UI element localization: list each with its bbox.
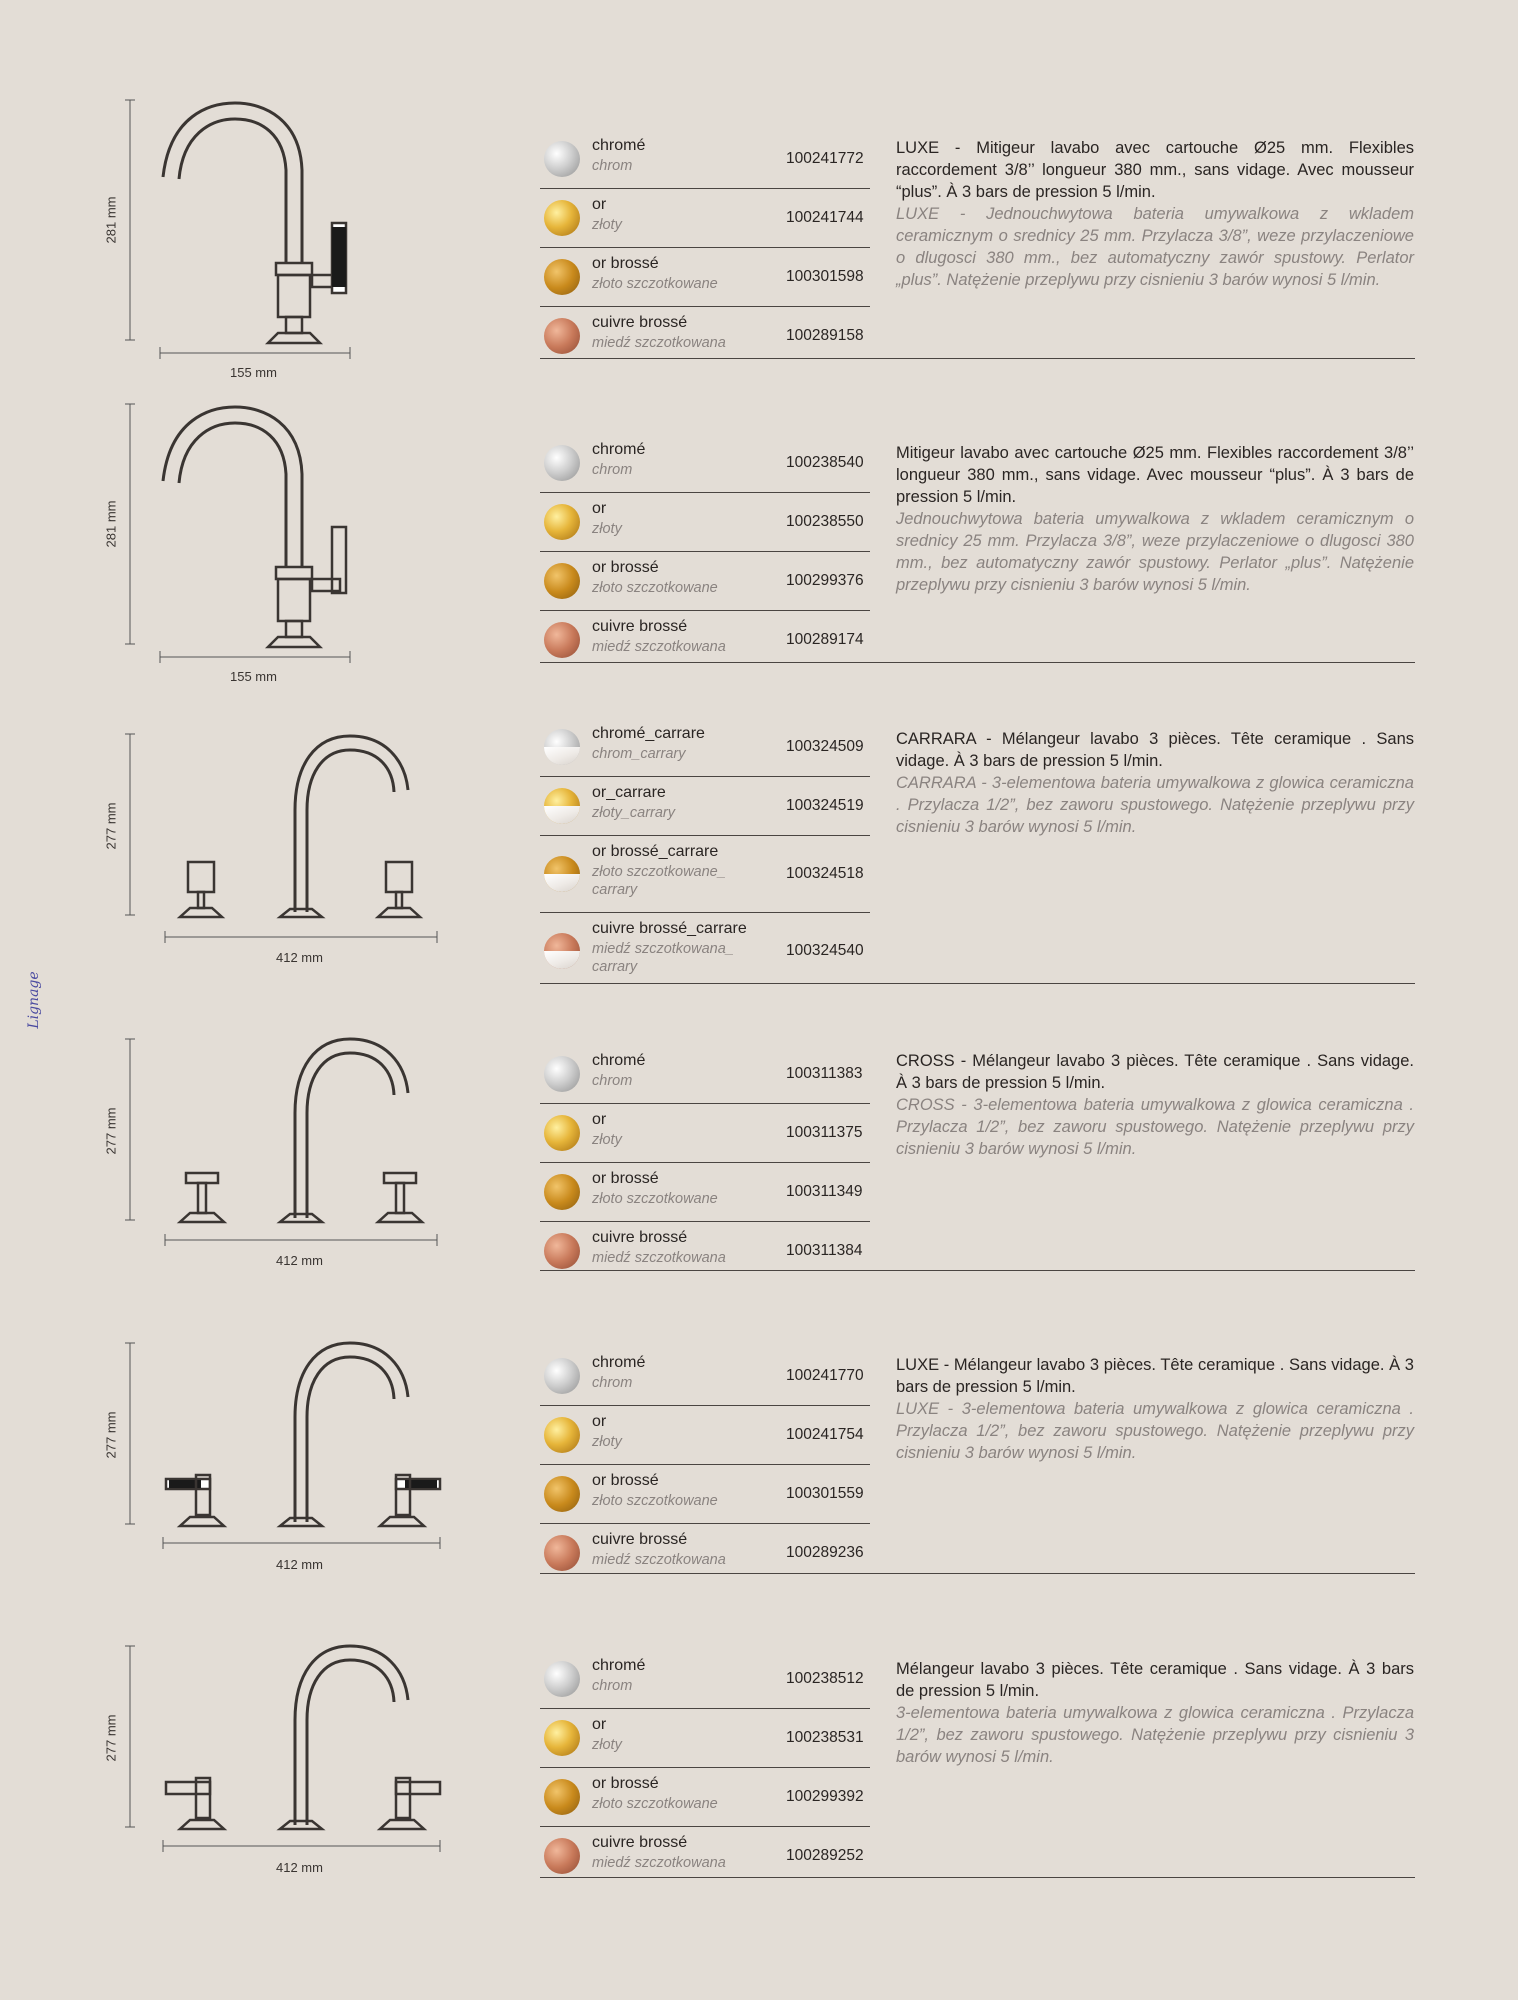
finish-name-pl: złoto szczotkowane bbox=[592, 1191, 718, 1207]
finish-row bbox=[540, 1709, 870, 1768]
description-pl: 3-elementowa bateria umywalkowa z glowica ceramiczna . Przylacza 1/2”, bez zaworu spustowego. Natężenie przeplywu przy cisnieniu 3 barów wynosi 5 l/min. bbox=[896, 1704, 1414, 1766]
product-block bbox=[0, 1013, 1518, 1313]
product-code: 100299392 bbox=[786, 1788, 864, 1805]
product-block bbox=[0, 1317, 1518, 1617]
product-code: 100324509 bbox=[786, 738, 864, 755]
faucet-drawing bbox=[100, 1620, 460, 1920]
finish-row bbox=[540, 1347, 870, 1406]
chrome-swatch bbox=[544, 141, 580, 177]
copper-swatch bbox=[544, 622, 580, 658]
description-fr: Mélangeur lavabo 3 pièces. Tête ceramique . Sans vidage. À 3 bars de pression 5 l/min. bbox=[896, 1660, 1414, 1700]
description-pl: Jednouchwytowa bateria umywalkowa z wkladem ceramicznym o srednicy 25 mm. Przylacza 3/8”, weze przylaczeniowe o dlugosci 380 mm., bez automatyczny zawór spustowy. Perlator „plus”. Natężenie przeplywu przy cisnieniu 3 barów wynosi 5 l/min. bbox=[896, 510, 1414, 594]
faucet-drawing bbox=[100, 1317, 460, 1617]
divider bbox=[540, 1877, 1415, 1878]
product-code: 100301559 bbox=[786, 1485, 864, 1502]
height-dimension: 277 mm bbox=[103, 802, 119, 850]
finish-name-pl: złoty bbox=[592, 1737, 622, 1753]
copper-swatch bbox=[544, 1535, 580, 1571]
height-dimension: 281 mm bbox=[103, 196, 119, 244]
finish-name: or_carrare bbox=[592, 784, 666, 801]
finish-name: chromé bbox=[592, 1657, 646, 1674]
height-dimension: 281 mm bbox=[103, 500, 119, 548]
finish-name-pl: miedź szczotkowana_ carrary bbox=[592, 941, 734, 975]
finish-name: or brossé bbox=[592, 1472, 659, 1489]
brushed-gold-swatch bbox=[544, 259, 580, 295]
finish-row bbox=[540, 1406, 870, 1465]
finish-name-pl: złoty bbox=[592, 1132, 622, 1148]
finish-list bbox=[540, 1650, 870, 1885]
finish-name-pl: chrom bbox=[592, 1073, 633, 1089]
finish-row bbox=[540, 248, 870, 307]
product-code: 100289236 bbox=[786, 1544, 864, 1561]
finish-name: or bbox=[592, 500, 607, 517]
cross-handle-mixer-drawing bbox=[100, 1013, 460, 1313]
finish-name: chromé_carrare bbox=[592, 725, 705, 742]
description-pl: LUXE - Jednouchwytowa bateria umywalkowa z wkladem ceramicznym o srednicy 25 mm. Przylacza 3/8”, weze przylaczeniowe o dlugosci 380 mm., bez automatyczny zawór spustowy. Perlator „plus”. Natężenie przeplywu przy cisnieniu 3 barów wynosi 5 l/min. bbox=[896, 205, 1414, 289]
product-code: 100289252 bbox=[786, 1847, 864, 1864]
height-dimension: 277 mm bbox=[103, 1107, 119, 1155]
product-code: 100238550 bbox=[786, 513, 864, 530]
finish-name-pl: chrom bbox=[592, 158, 633, 174]
description bbox=[896, 1354, 1414, 1464]
product-block bbox=[0, 710, 1518, 1010]
description-pl: LUXE - 3-elementowa bateria umywalkowa z glowica ceramiczna . Przylacza 1/2”, bez zaworu spustowego. Natężenie przeplywu przy cisnieniu 3 barów wynosi 5 l/min. bbox=[896, 1400, 1414, 1462]
divider bbox=[540, 983, 1415, 984]
description-fr: Mitigeur lavabo avec cartouche Ø25 mm. Flexibles raccordement 3/8’’ longueur 380 mm., sans vidage. Avec mousseur “plus”. À 3 bars de pression 5 l/min. bbox=[896, 444, 1414, 506]
finish-row bbox=[540, 1163, 870, 1222]
finish-name-pl: złoto szczotkowane bbox=[592, 276, 718, 292]
description bbox=[896, 137, 1414, 291]
finish-name: chromé bbox=[592, 441, 646, 458]
product-code: 100241744 bbox=[786, 209, 864, 226]
copper-swatch bbox=[544, 318, 580, 354]
finish-name: or bbox=[592, 1111, 607, 1128]
finish-row bbox=[540, 1104, 870, 1163]
description-fr: LUXE - Mitigeur lavabo avec cartouche Ø25 mm. Flexibles raccordement 3/8’’ longueur 380 mm., sans vidage. Avec mousseur “plus”. À 3 bars de pression 5 l/min. bbox=[896, 139, 1414, 201]
finish-name: or bbox=[592, 1413, 607, 1430]
finish-name-pl: złoto szczotkowane bbox=[592, 1493, 718, 1509]
copper-swatch bbox=[544, 1838, 580, 1874]
finish-row bbox=[540, 189, 870, 248]
finish-name-pl: miedź szczotkowana bbox=[592, 1250, 726, 1266]
chrome-swatch bbox=[544, 1661, 580, 1697]
faucet-drawing bbox=[100, 399, 460, 699]
single-lever-mixer-drawing bbox=[100, 399, 460, 699]
finish-name-pl: chrom bbox=[592, 1678, 633, 1694]
finish-name-pl: złoty_carrary bbox=[592, 805, 675, 821]
width-dimension: 412 mm bbox=[276, 1253, 323, 1268]
product-code: 100238531 bbox=[786, 1729, 864, 1746]
finish-name: or brossé bbox=[592, 1775, 659, 1792]
brushed-gold-swatch bbox=[544, 1174, 580, 1210]
product-code: 100241772 bbox=[786, 150, 864, 167]
finish-row bbox=[540, 1768, 870, 1827]
product-block bbox=[0, 1620, 1518, 1920]
product-code: 100301598 bbox=[786, 268, 864, 285]
finish-list bbox=[540, 718, 870, 989]
gold-swatch bbox=[544, 1720, 580, 1756]
description bbox=[896, 728, 1414, 838]
divider bbox=[540, 1270, 1415, 1271]
product-code: 100324540 bbox=[786, 942, 864, 959]
finish-name: or brossé bbox=[592, 1170, 659, 1187]
finish-name-pl: złoty bbox=[592, 1434, 622, 1450]
divider bbox=[540, 662, 1415, 663]
finish-name: chromé bbox=[592, 137, 646, 154]
product-code: 100289174 bbox=[786, 631, 864, 648]
finish-name-pl: miedź szczotkowana bbox=[592, 1855, 726, 1871]
brushed-gold-carrara-swatch bbox=[544, 856, 580, 892]
gold-swatch bbox=[544, 1417, 580, 1453]
product-code: 100238512 bbox=[786, 1670, 864, 1687]
finish-name: cuivre brossé bbox=[592, 1834, 688, 1851]
copper-swatch bbox=[544, 1233, 580, 1269]
product-block bbox=[0, 399, 1518, 699]
description bbox=[896, 442, 1414, 596]
brushed-gold-swatch bbox=[544, 1779, 580, 1815]
width-dimension: 155 mm bbox=[230, 365, 277, 380]
description-pl: CROSS - 3-elementowa bateria umywalkowa z glowica ceramiczna . Przylacza 1/2”, bez zaworu spustowego. Natężenie przeplywu przy cisnieniu 3 barów wynosi 5 l/min. bbox=[896, 1096, 1414, 1158]
description-fr: CROSS - Mélangeur lavabo 3 pièces. Tête ceramique . Sans vidage. À 3 bars de pression 5 l/min. bbox=[896, 1052, 1414, 1092]
description-fr: LUXE - Mélangeur lavabo 3 pièces. Tête ceramique . Sans vidage. À 3 bars de pression 5 l/min. bbox=[896, 1356, 1414, 1396]
finish-name-pl: złoty bbox=[592, 217, 622, 233]
product-code: 100311384 bbox=[786, 1242, 863, 1259]
product-code: 100289158 bbox=[786, 327, 864, 344]
product-code: 100238540 bbox=[786, 454, 864, 471]
description bbox=[896, 1658, 1414, 1768]
height-dimension: 277 mm bbox=[103, 1411, 119, 1459]
finish-row bbox=[540, 1222, 870, 1280]
finish-name: cuivre brossé bbox=[592, 1531, 688, 1548]
finish-row bbox=[540, 493, 870, 552]
finish-name-pl: złoty bbox=[592, 521, 622, 537]
finish-row bbox=[540, 611, 870, 669]
finish-name-pl: złoto szczotkowane_ carrary bbox=[592, 864, 726, 898]
single-lever-mixer-drawing bbox=[100, 95, 460, 395]
gold-swatch bbox=[544, 504, 580, 540]
faucet-drawing bbox=[100, 1013, 460, 1313]
finish-name-pl: miedź szczotkowana bbox=[592, 335, 726, 351]
description-pl: CARRARA - 3-elementowa bateria umywalkowa z glowica ceramiczna . Przylacza 1/2”, bez zaworu spustowego. Natężenie przeplywu przy cisnieniu 3 barów wynosi 5 l/min. bbox=[896, 774, 1414, 836]
description bbox=[896, 1050, 1414, 1160]
height-dimension: 277 mm bbox=[103, 1714, 119, 1762]
finish-row bbox=[540, 913, 870, 989]
finish-name-pl: miedź szczotkowana bbox=[592, 639, 726, 655]
finish-row bbox=[540, 718, 870, 777]
finish-row bbox=[540, 836, 870, 913]
divider bbox=[540, 1573, 1415, 1574]
product-code: 100299376 bbox=[786, 572, 864, 589]
faucet-drawing bbox=[100, 95, 460, 395]
lever-handle-mixer-drawing bbox=[100, 1620, 460, 1920]
gold-swatch bbox=[544, 1115, 580, 1151]
finish-list bbox=[540, 1045, 870, 1280]
finish-row bbox=[540, 307, 870, 365]
chrome-swatch bbox=[544, 445, 580, 481]
finish-name: or bbox=[592, 1716, 607, 1733]
width-dimension: 412 mm bbox=[276, 1860, 323, 1875]
finish-name-pl: złoto szczotkowane bbox=[592, 580, 718, 596]
product-code: 100324519 bbox=[786, 797, 864, 814]
description-fr: CARRARA - Mélangeur lavabo 3 pièces. Tête ceramique . Sans vidage. À 3 bars de pression 5 l/min. bbox=[896, 730, 1414, 770]
gold-swatch bbox=[544, 200, 580, 236]
finish-name: cuivre brossé bbox=[592, 314, 688, 331]
width-dimension: 412 mm bbox=[276, 1557, 323, 1572]
finish-list bbox=[540, 434, 870, 669]
finish-name: chromé bbox=[592, 1052, 646, 1069]
three-hole-mixer-drawing bbox=[100, 710, 460, 1010]
finish-list bbox=[540, 1347, 870, 1582]
finish-name: or brossé bbox=[592, 255, 659, 272]
finish-row bbox=[540, 777, 870, 836]
product-block bbox=[0, 95, 1518, 395]
finish-row bbox=[540, 1045, 870, 1104]
brushed-gold-swatch bbox=[544, 563, 580, 599]
finish-name-pl: złoto szczotkowane bbox=[592, 1796, 718, 1812]
width-dimension: 155 mm bbox=[230, 669, 277, 684]
copper-carrara-swatch bbox=[544, 933, 580, 969]
product-code: 100311383 bbox=[786, 1065, 863, 1082]
finish-name: cuivre brossé bbox=[592, 618, 688, 635]
finish-name: cuivre brossé bbox=[592, 1229, 688, 1246]
side-label: Lignage bbox=[26, 971, 42, 1029]
gold-carrara-swatch bbox=[544, 788, 580, 824]
product-code: 100311375 bbox=[786, 1124, 863, 1141]
product-code: 100241754 bbox=[786, 1426, 864, 1443]
finish-row bbox=[540, 434, 870, 493]
faucet-drawing bbox=[100, 710, 460, 1010]
chrome-carrara-swatch bbox=[544, 729, 580, 765]
product-code: 100311349 bbox=[786, 1183, 863, 1200]
finish-name: or brossé_carrare bbox=[592, 843, 719, 860]
finish-row bbox=[540, 1650, 870, 1709]
product-code: 100241770 bbox=[786, 1367, 864, 1384]
chrome-swatch bbox=[544, 1056, 580, 1092]
finish-name: chromé bbox=[592, 1354, 646, 1371]
finish-list bbox=[540, 130, 870, 365]
finish-name-pl: chrom_carrary bbox=[592, 746, 686, 762]
finish-name: or bbox=[592, 196, 607, 213]
brushed-gold-swatch bbox=[544, 1476, 580, 1512]
finish-name: or brossé bbox=[592, 559, 659, 576]
finish-row bbox=[540, 130, 870, 189]
finish-row bbox=[540, 1465, 870, 1524]
finish-name: cuivre brossé_carrare bbox=[592, 920, 747, 937]
finish-name-pl: miedź szczotkowana bbox=[592, 1552, 726, 1568]
product-code: 100324518 bbox=[786, 865, 864, 882]
chrome-swatch bbox=[544, 1358, 580, 1394]
lever-handle-mixer-drawing bbox=[100, 1317, 460, 1617]
finish-name-pl: chrom bbox=[592, 1375, 633, 1391]
width-dimension: 412 mm bbox=[276, 950, 323, 965]
finish-row bbox=[540, 552, 870, 611]
finish-name-pl: chrom bbox=[592, 462, 633, 478]
divider bbox=[540, 358, 1415, 359]
